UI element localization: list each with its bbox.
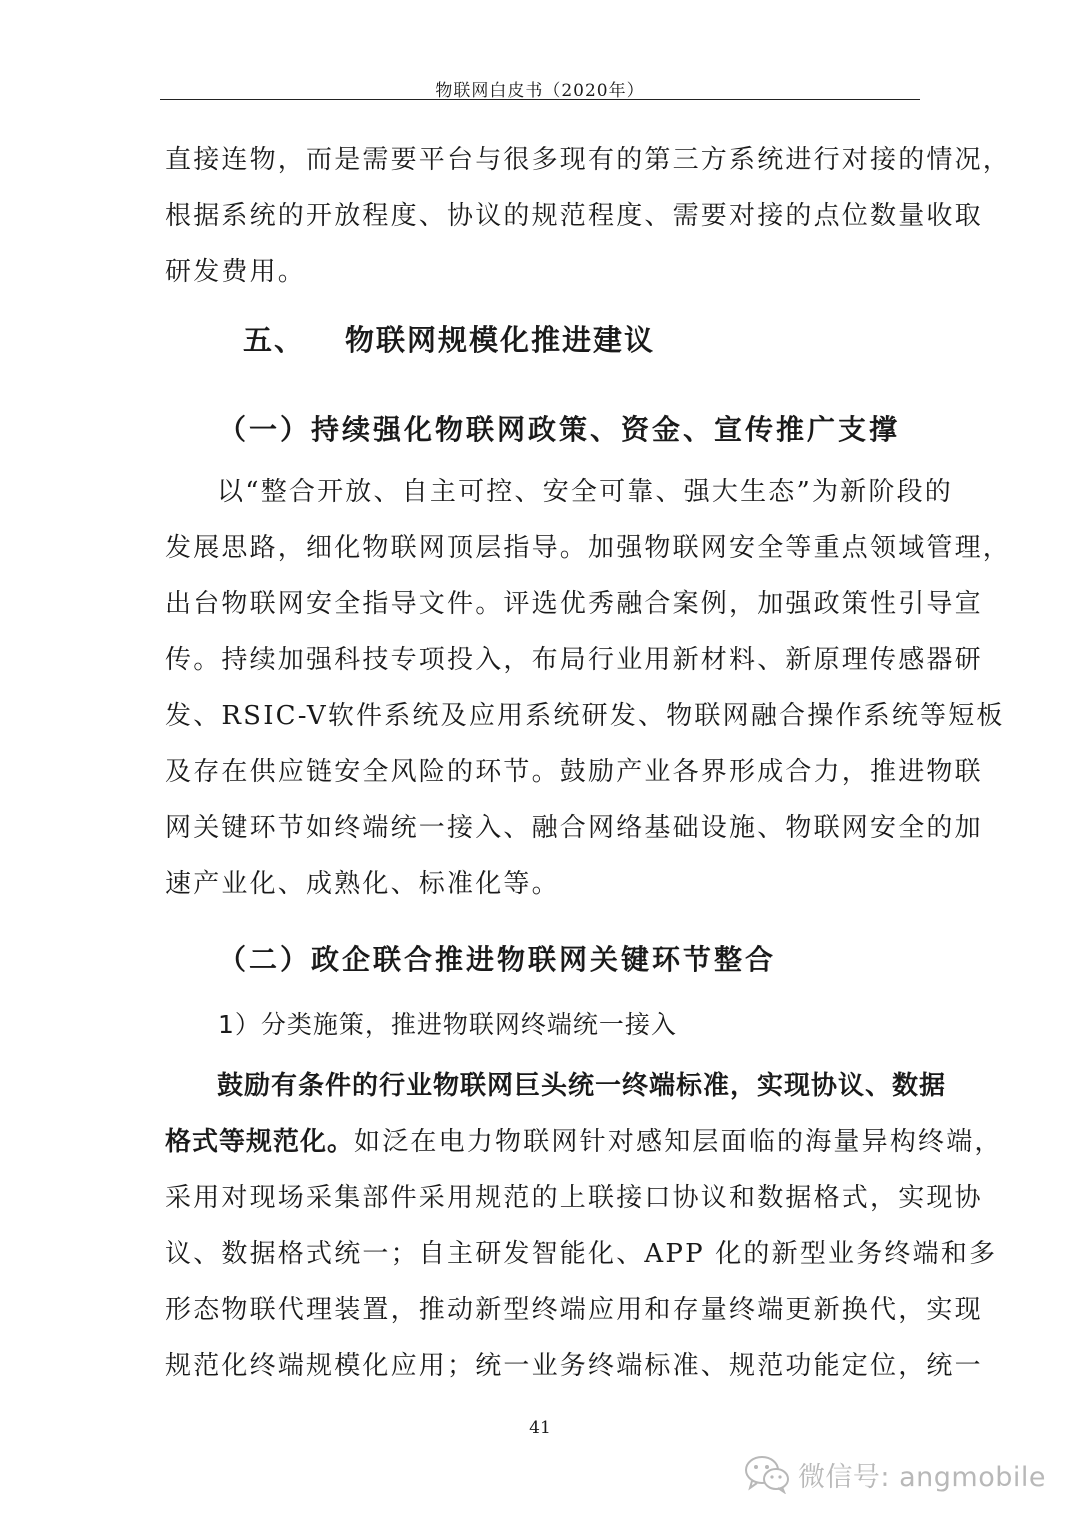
text-line: 规范化终端规模化应用；统一业务终端标准、规范功能定位，统一: [165, 1351, 983, 1381]
bold-lead-text: 格式等规范化。: [165, 1127, 355, 1157]
text-line: 直接连物，而是需要平台与很多现有的第三方系统进行对接的情况，: [165, 145, 1012, 175]
bold-text-line: 鼓励有条件的行业物联网巨头统一终端标准，实现协议、数据: [217, 1071, 947, 1101]
text-line: 形态物联代理装置，推动新型终端应用和存量终端更新换代，实现: [165, 1295, 983, 1325]
text-line: 议、数据格式统一；自主研发智能化、APP 化的新型业务终端和多: [165, 1239, 998, 1269]
wechat-icon: [744, 1454, 790, 1494]
page-number: 41: [529, 1418, 551, 1438]
header-divider: [160, 99, 920, 100]
text-rest: 如泛在电力物联网针对感知层面临的海量异构终端，: [354, 1127, 1003, 1157]
section-heading: [243, 318, 655, 359]
text-line: 发展思路，细化物联网顶层指导。加强物联网安全等重点领域管理，: [165, 533, 1012, 563]
text-line: 网关键环节如终端统一接入、融合网络基础设施、物联网安全的加: [165, 813, 983, 843]
subsection-heading-2: （二）政企联合推进物联网关键环节整合: [218, 943, 777, 976]
text-line: 以“整合开放、自主可控、安全可靠、强大生态”为新阶段的: [217, 477, 953, 507]
item-title: 1）分类施策，推进物联网终端统一接入: [218, 1010, 677, 1039]
intro-paragraph: [165, 132, 1012, 300]
text-line: 采用对现场采集部件采用规范的上联接口协议和数据格式，实现协: [165, 1183, 983, 1213]
text-line: 速产业化、成熟化、标准化等。: [165, 869, 560, 899]
subsection-2-paragraph: [165, 1058, 1003, 1394]
watermark-text: 微信号: angmobile: [797, 1461, 1046, 1493]
watermark: [744, 1454, 1046, 1494]
text-line: 研发费用。: [165, 257, 307, 287]
section-number: 五、: [243, 323, 306, 357]
subsection-heading-1: （一）持续强化物联网政策、资金、宣传推广支撑: [218, 413, 901, 446]
text-line: 根据系统的开放程度、协议的规范程度、需要对接的点位数量收取: [165, 201, 983, 231]
text-line: [165, 1114, 1003, 1170]
subsection-1-paragraph: [165, 464, 1012, 912]
text-line: 及存在供应链安全风险的环节。鼓励产业各界形成合力，推进物联: [165, 757, 983, 787]
page-header-title: 物联网白皮书（2020年）: [435, 81, 645, 101]
text-line: 发、RSIC-V软件系统及应用系统研发、物联网融合操作系统等短板: [165, 701, 1005, 731]
text-line: 传。持续加强科技专项投入，布局行业用新材料、新原理传感器研: [165, 645, 983, 675]
section-title: 物联网规模化推进建议: [345, 323, 656, 357]
text-line: 出台物联网安全指导文件。评选优秀融合案例，加强政策性引导宣: [165, 589, 983, 619]
